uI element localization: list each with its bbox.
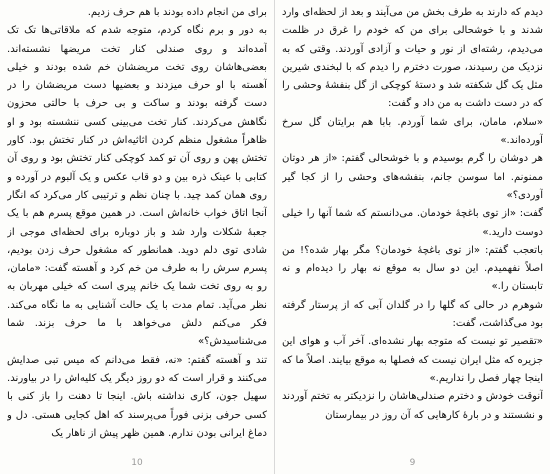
paragraph: گفت: «از توی باغچهٔ خودمان. می‌دانستم که شما آنها را خیلی دوست دارید.» xyxy=(282,208,543,238)
paragraph: هر دوشان را گرم بوسیدم و با خوشحالی گفتم: «از هر دوتان ممنونم. اما سوسن جانم، بنفشه‌های وحشی را از کجا گیر آوردی؟» xyxy=(282,153,543,201)
page-number: 9 xyxy=(409,458,416,468)
paragraph: تند و آهسته گفتم: «نه، فقط می‌دانم که میس‌ تبی صدایش می‌کنند و قرار است که دو روز دیگر یک کلیه‌اش را در بیاورند. سهیل جون، کاری نداشته باش. اینجا تا دهنت را باز کنی با کسی حرفی بزنی فوراً می‌پرسند که اهل کجایی هستی. دل و دماغ ایرانی بودن ندارم. همین ظهر پیش از ناهار یک xyxy=(7,354,267,439)
paragraph: برای من انجام داده بودند با هم حرف زدیم. xyxy=(87,7,267,18)
paragraph: دیدم که دارند به طرف بخش من می‌آیند و بعد از لحظه‌ای وارد شدند و با خوشحالی برای من که خودم را غرق در ظلمت می‌دیدم، رشته‌ای از نور و حیات و آزادی آوردند. وقتی که به نزدیک من رسیدند، صورت دخترم را دیدم که با لبخندی شیرین مثل یک گل شکفته شد و دستهٔ کوچکی از گل بنفشهٔ وحشی را که در دست داشت به من داد و گفت: xyxy=(282,7,543,110)
right-page xyxy=(275,0,550,474)
right-page-text xyxy=(282,4,543,448)
page-number: 10 xyxy=(131,458,143,468)
paragraph: «سلام، مامان، برای شما آوردم. بابا هم برایتان گل سرخ آورده‌اند.» xyxy=(282,116,543,147)
paragraph: باتعجب گفتم: «از توی باغچهٔ خودمان؟ مگر بهار شده؟! من اصلاً نفهمیدم. این دو سال به موقع نه بهار را دیده‌ام و نه تابستان را.» xyxy=(282,244,543,293)
paragraph: آنوقت خودش و دخترم صندلی‌هاشان را نزدیکتر به تختم آوردند و نشستند و در بارهٔ کارهایی که آن روز در بیمارستان xyxy=(282,391,543,421)
paragraph: شوهرم در حالی که گلها را در گلدان آبی که از پرستار گرفته بود می‌گذاشت، گفت: xyxy=(282,299,543,330)
paragraph: به دور و برم نگاه کردم، متوجه شدم که ملاقاتی‌ها تک تک آمده‌اند و روی صندلی کنار تخت مریضها نشسته‌اند. بعضی‌هاشان روی تخت مریضشان خم شده بودند و خیلی آهسته با او حرف میزدند و بعضیها دست مریضشان را در دست گرفته بودند و ساکت و بی حرف با حالتی محزون نگاهش می‌کردند. کنار تخت می‌بینی کسی ننشسته بود و او ظاهراً مشغول منظم کردن اثاثیه‌اش در کنار تختش بود. کاور تختش پهن و روی آن تو کمد کوچکی کنار تختش بود و روی آن کتابی با عینک ذره بین و دو قاب عکس و یک آلبوم در آورده و روی همان کمد چید. با چنان نظم و ترتیبی کار می‌کرد که انگار آنجا اتاق خواب خانه‌اش است. در همین موقع پسرم هم با یک جعبهٔ شکلات وارد شد و باز دوباره برای لحظه‌ای موجی از شادی توی دلم دوید. همانطور که مشغول حرف زدن بودیم، پسرم سرش را به طرف من خم کرد و آهسته گفت: «مامان، رو به روی تخت شما یک خانم پیری است که خیلی مهربان به نظر می‌آید. تمام مدت با یک حالت آشنایی به ما نگاه می‌کند. فکر می‌کنم دلش می‌خواهد با ما حرف بزند. شما می‌شناسیدش؟» xyxy=(7,25,267,348)
left-page-text xyxy=(7,4,267,448)
paragraph: «تقصیر تو نیست که متوجه بهار نشده‌ای. آخر آب و هوای این جزیره که مثل ایران نیست که فصلها به موقع بیایند. اصلاً ما که اینجا چهار فصل را نداریم.» xyxy=(282,336,543,384)
